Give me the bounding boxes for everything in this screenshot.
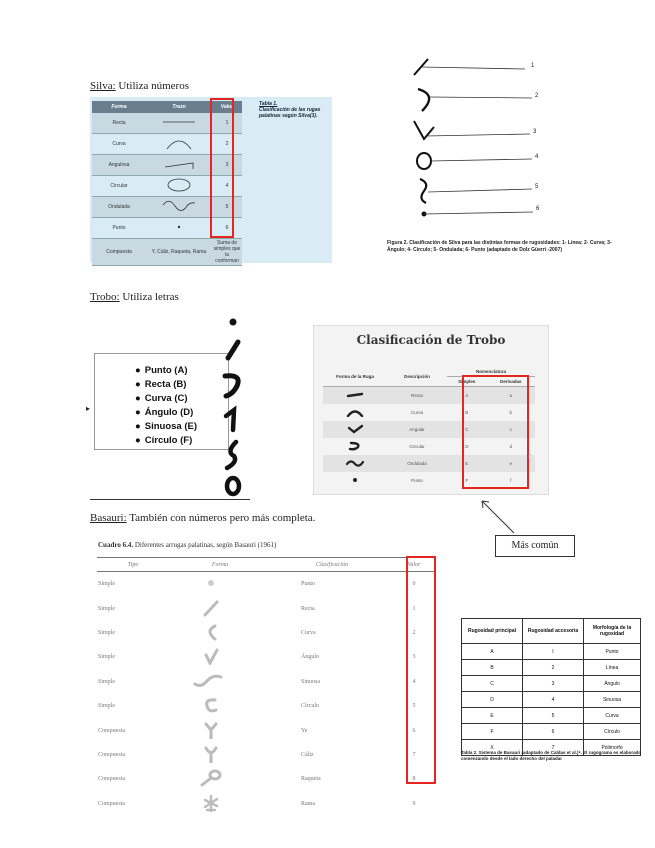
table-row: [462, 644, 641, 660]
table-row: [97, 718, 435, 742]
silva-valor: 3: [212, 155, 242, 176]
table-row: [462, 724, 641, 740]
rt-cell: 3: [523, 676, 584, 692]
stroke-wave-icon: [146, 197, 212, 218]
curve-shape-icon: [323, 404, 387, 421]
basauri-valor: 3: [412, 654, 416, 661]
silva-heading-text: Utiliza números: [115, 80, 189, 92]
basauri-tipo: Simple: [98, 629, 116, 636]
stroke-dot-icon: [146, 218, 212, 239]
rt-cell: 4: [523, 692, 584, 708]
trobo-desc: Punto: [411, 478, 423, 483]
stroke-angle-icon: [146, 155, 212, 176]
table-row: [462, 660, 641, 676]
silva-heading-name: Silva:: [90, 80, 116, 92]
basauri-tipo: Simple: [98, 654, 116, 661]
basauri-tipo: Simple: [98, 605, 116, 612]
silva-forma: Ondulada: [92, 197, 146, 218]
angle-form-icon: [169, 645, 271, 669]
table-row: [97, 621, 435, 645]
silva-valor: 6: [212, 218, 242, 239]
figure-number: 6: [536, 206, 540, 212]
rt-cell: C: [462, 676, 523, 692]
table-row: [97, 596, 435, 620]
basauri-valor: 4: [412, 678, 416, 685]
list-item: ● Curva (C): [135, 392, 228, 406]
silva-caption-text: Clasificación de las rugas palatinas según Silva(3).: [259, 107, 321, 119]
valor-highlight-box: [406, 556, 436, 784]
table-row: [97, 645, 435, 669]
line-form-icon: [169, 596, 271, 620]
basauri-tipo: Compuesta: [98, 751, 125, 758]
angle-shape-icon: [323, 421, 387, 438]
silva-figure: [400, 55, 560, 225]
basauri-tipo: Compuesta: [98, 727, 125, 734]
rt-cell: 5: [523, 708, 584, 724]
trobo-col-desc: Descripción: [387, 367, 447, 387]
basauri-valor: 8: [412, 776, 416, 783]
rt-cell: E: [462, 708, 523, 724]
trobo-col-forma: Forma de la Ruga: [323, 367, 387, 387]
rt-cell: A: [462, 644, 523, 660]
rt-cell: Curva: [584, 708, 641, 724]
silva-forma: Curva: [92, 134, 146, 155]
basauri-col-forma: Forma: [169, 558, 271, 572]
silva-caption-title: Tabla 1.: [259, 101, 278, 107]
silva-forma: Punto: [92, 218, 146, 239]
trobo-simple: B: [465, 410, 469, 415]
basauri-heading-text: También con números pero más completa.: [126, 512, 316, 524]
rt-cell: I: [523, 644, 584, 660]
wave-shape-icon: [323, 455, 387, 472]
silva-valor: Suma de simples que la conforman: [213, 240, 241, 264]
basauri-valor: 2: [412, 629, 416, 636]
list-item: ● Punto (A): [135, 364, 228, 378]
basauri-system-caption: Tabla 2. Sistema de Basauri (adaptado de Caldas et al.)⁹. El rugograma es elaborado comenzando desde el lado derecho del paladar: [461, 750, 642, 761]
figure-number: 5: [535, 184, 539, 190]
basauri-system-table: [461, 618, 641, 756]
stroke-curve-icon: [146, 134, 212, 155]
rt-cell: Punto: [584, 644, 641, 660]
trobo-col-derivadas: Derivadas: [487, 377, 535, 387]
rt-cell: 7: [523, 740, 584, 756]
rt-cell: 6: [523, 724, 584, 740]
rt-col-accesoria: Rugosidad accesoria: [523, 619, 584, 644]
silva-valor: 5: [212, 197, 242, 218]
silva-valor: 1: [212, 113, 242, 134]
stroke-circle-icon: [146, 176, 212, 197]
figure-number: 3: [533, 129, 537, 135]
list-item: ● Recta (B): [135, 378, 228, 392]
basauri-clasif: Ángulo: [301, 654, 319, 661]
basauri-tipo: Compuesta: [98, 776, 125, 783]
basauri-clasif: Ye: [301, 727, 308, 734]
figure-number: 2: [535, 93, 539, 99]
table-row: [462, 692, 641, 708]
trobo-desc: Angular: [387, 421, 447, 438]
silva-valor: 2: [212, 134, 242, 155]
basauri-clasif: Rama: [301, 800, 315, 807]
basauri-clasif: Raqueta: [301, 776, 321, 783]
basauri-clasif: Cáliz: [301, 751, 314, 758]
trobo-heading-text: Utiliza letras: [119, 291, 179, 303]
basauri-valor: 1: [412, 605, 416, 612]
table-row: [462, 676, 641, 692]
trobo-heading-name: Trobo:: [90, 291, 120, 303]
silva-forma: Angulosa: [92, 155, 146, 176]
figure-number: 1: [531, 63, 535, 69]
cursor-icon: ◜: [528, 452, 532, 461]
silva-figure-caption: Figura 2. Clasificación de Silva para las distintas formas de rugosidades: 1- Línea; 2- Curva; 3- Ángulo; 4- Círculo; 5- Ondulada; 6- Punto (adaptado de Dolz Güerri -2007): [387, 240, 612, 253]
dot-shape-icon: [323, 472, 387, 489]
basauri-valor: 9: [412, 800, 416, 807]
basauri-col-clasificacion: Clasificación: [271, 558, 393, 572]
raqueta-form-icon: [169, 767, 271, 791]
callout-arrow-icon: [478, 497, 518, 540]
list-item: ● Ángulo (D): [135, 406, 228, 420]
trobo-simple: E: [447, 455, 487, 472]
list-item: ● Sinuosa (E): [135, 420, 228, 434]
trobo-col-nomenclatura: Nomenclatura: [447, 367, 535, 377]
trobo-shapes-drawing: [218, 312, 248, 498]
silva-col-valor: Valor: [212, 101, 242, 113]
silva-forma: Recta: [92, 113, 146, 134]
trobo-simple: F: [465, 478, 469, 483]
table-row: [97, 767, 435, 791]
nomenclatura-highlight-box: [462, 375, 532, 489]
silva-forma: Circular: [92, 176, 146, 197]
curve-form-icon: [169, 621, 271, 645]
basauri-title-bold: Cuadro 6.4.: [98, 541, 134, 549]
rt-cell: F: [462, 724, 523, 740]
hook-shape-icon: [323, 438, 387, 455]
basauri-tipo: Compuesta: [98, 800, 125, 807]
silva-col-forma: Forma: [92, 101, 146, 113]
table-row: [97, 792, 435, 816]
silva-valor: 4: [212, 176, 242, 197]
figure-number: 4: [535, 154, 539, 160]
wave-form-icon: [169, 670, 271, 694]
basauri-tipo: Simple: [98, 581, 116, 588]
rt-cell: Polimorfo: [584, 740, 641, 756]
basauri-col-tipo: Tipo: [97, 558, 169, 572]
basauri-tipo: Simple: [98, 703, 116, 710]
trobo-simple: A: [447, 387, 487, 405]
basauri-clasif: Curva: [301, 629, 316, 636]
rt-cell: Línea: [584, 660, 641, 676]
basauri-table: [97, 557, 435, 816]
trobo-derivada: b: [509, 410, 513, 415]
table-row: [97, 670, 435, 694]
arrow-marker-icon: ▸: [86, 404, 91, 413]
caliz-form-icon: [169, 743, 271, 767]
basauri-valor: 5: [412, 703, 416, 710]
trobo-simple: D: [465, 444, 469, 449]
rama-form-icon: [169, 792, 271, 816]
rt-col-principal: Rugosidad principal: [462, 619, 523, 644]
silva-shapes-drawing: [400, 55, 560, 225]
basauri-clasif: Círculo: [301, 703, 319, 710]
basauri-tipo: Simple: [98, 678, 116, 685]
trobo-derivada: f: [510, 478, 512, 483]
list-item: ● Círculo (F): [135, 434, 228, 448]
circle-form-icon: [169, 694, 271, 718]
trobo-desc: Curva: [410, 410, 423, 415]
rt-cell: B: [462, 660, 523, 676]
basauri-valor: 6: [412, 727, 416, 734]
table-row: [92, 239, 242, 266]
valor-highlight-box: [210, 98, 234, 238]
trobo-list: [95, 354, 228, 448]
basauri-heading-name: Basauri:: [90, 512, 127, 524]
basauri-title-text: Diferentes arrugas palatinas, según Basauri (1961): [133, 541, 277, 549]
stroke-line-icon: [146, 113, 212, 134]
basauri-table-title: [98, 541, 276, 549]
silva-table-caption: [259, 101, 329, 119]
table-row: [97, 743, 435, 767]
rt-col-morfologia: Morfología de la rugosidad: [584, 619, 641, 644]
rt-cell: Ángulo: [584, 676, 641, 692]
line-shape-icon: [323, 387, 387, 405]
basauri-clasif: Recta: [301, 605, 315, 612]
silva-trazo: Y, Cáliz, Raqueta, Rama: [146, 239, 212, 266]
basauri-heading: [90, 512, 315, 524]
rt-cell: Sinuosa: [584, 692, 641, 708]
rt-cell: Círculo: [584, 724, 641, 740]
table-row: [97, 572, 435, 597]
trobo-derivada: e: [487, 455, 535, 472]
callout-mas-comun: Más común: [495, 535, 575, 557]
silva-heading: [90, 80, 189, 92]
trobo-list-box: [94, 353, 229, 450]
trobo-derivada: c: [487, 421, 535, 438]
table-row: [97, 694, 435, 718]
dot-form-icon: [169, 572, 271, 597]
table-row: [462, 708, 641, 724]
basauri-valor: 0: [412, 581, 416, 588]
basauri-clasif: Punto: [301, 581, 316, 588]
trobo-col-simples: Simples: [447, 377, 487, 387]
ye-form-icon: [169, 718, 271, 742]
trobo-simple: C: [447, 421, 487, 438]
rt-cell: D: [462, 692, 523, 708]
trobo-derivada: d: [509, 444, 513, 449]
basauri-clasif: Sinuosa: [301, 678, 321, 685]
trobo-panel-title: Clasificación de Trobo: [356, 333, 506, 347]
trobo-desc: Ondulada: [387, 455, 447, 472]
rt-cell: 2: [523, 660, 584, 676]
basauri-col-valor: Valor: [393, 558, 435, 572]
silva-forma: Compuesta: [92, 239, 146, 266]
trobo-derivada: a: [487, 387, 535, 405]
rt-cell: X: [462, 740, 523, 756]
trobo-heading: [90, 291, 179, 303]
basauri-valor: 7: [412, 751, 416, 758]
section-divider: [90, 499, 250, 500]
trobo-desc: Circular: [409, 444, 425, 449]
trobo-desc: Recta: [387, 387, 447, 405]
silva-col-trazo: Trazo: [146, 101, 212, 113]
